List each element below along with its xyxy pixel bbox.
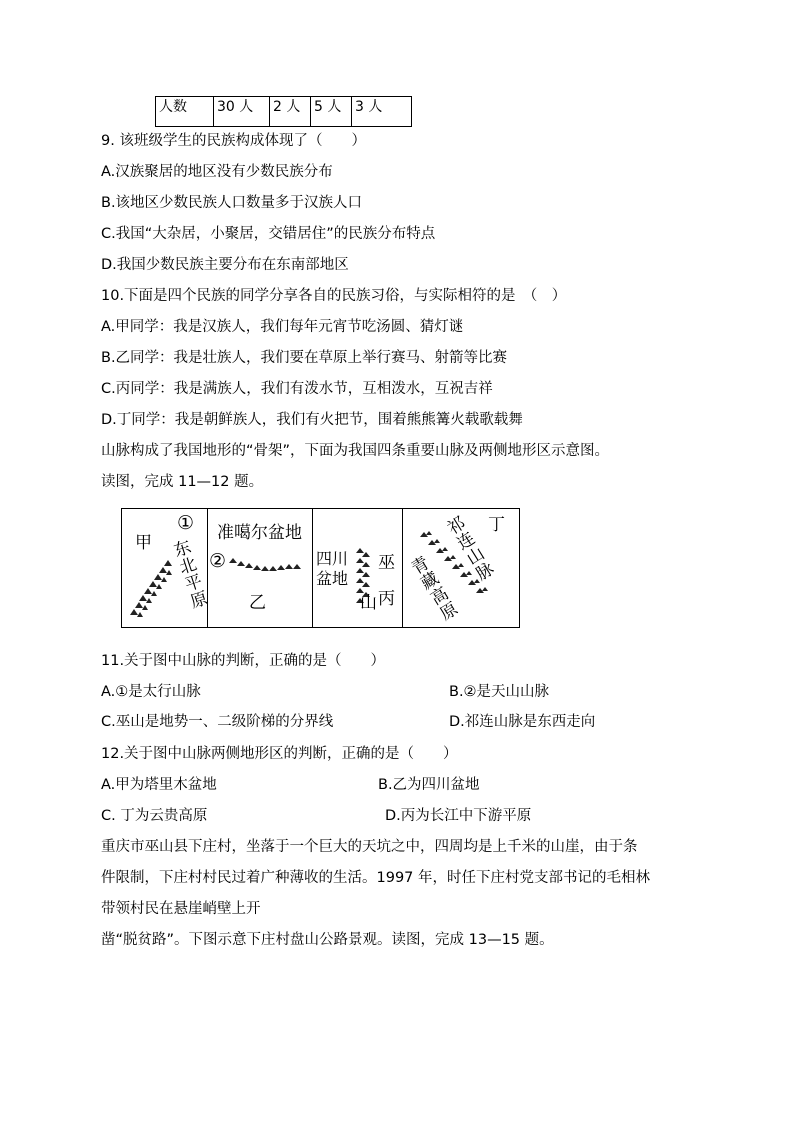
label-qilian-mountains: 祁连山脉 <box>444 513 498 585</box>
intro2-paragraph-line: 带领村民在悬崖峭壁上开 <box>101 901 261 917</box>
intro2-paragraph-line: 重庆市巫山县下庄村，坐落于一个巨大的天坑之中，四周均是上千米的山崖，由于条 <box>101 839 638 855</box>
population-table <box>155 96 412 127</box>
figure-panel-3 <box>312 509 403 627</box>
table-cell: 3 人 <box>352 97 412 127</box>
q10-option-b: B.乙同学：我是壮族人，我们要在草原上举行赛马、射箭等比赛 <box>101 350 508 366</box>
q10-option-c: C.丙同学：我是满族人，我们有泼水节，互相泼水，互祝吉祥 <box>101 381 493 397</box>
q12-option-c: C. 丁为云贵高原 <box>101 808 208 824</box>
intro-paragraph-line: 读图，完成 11—12 题。 <box>101 474 264 490</box>
label-northeast-plain: 东北平原 <box>171 537 211 613</box>
q11-option-d: D.祁连山脉是东西走向 <box>449 714 596 730</box>
intro2-paragraph-line: 凿“脱贫路”。下图示意下庄村盘山公路景观。读图，完成 13—15 题。 <box>101 932 554 948</box>
q9-option-d: D.我国少数民族主要分布在东南部地区 <box>101 257 349 273</box>
q10-option-d: D.丁同学：我是朝鲜族人，我们有火把节，围着熊熊篝火载歌载舞 <box>101 412 523 428</box>
figure-panel-2 <box>207 509 313 627</box>
q12-option-b: B.乙为四川盆地 <box>378 777 480 793</box>
q9-option-b: B.该地区少数民族人口数量多于汉族人口 <box>101 195 363 211</box>
q10-option-a: A.甲同学：我是汉族人，我们每年元宵节吃汤圆、猜灯谜 <box>101 319 464 335</box>
label-junggar-basin: 准噶尔盆地 <box>217 523 302 543</box>
table-cell: 2 人 <box>270 97 311 127</box>
q11-option-c: C.巫山是地势一、二级阶梯的分界线 <box>101 714 334 730</box>
q9-stem: 9. 该班级学生的民族构成体现了（ ） <box>101 133 366 149</box>
label-mountain-2: ② <box>209 550 227 572</box>
label-bing: 丙 <box>378 589 395 609</box>
label-yi: 乙 <box>249 593 266 613</box>
label-ding: 丁 <box>488 515 505 535</box>
intro-paragraph-line: 山脉构成了我国地形的“骨架”，下面为我国四条重要山脉及两侧地形区示意图。 <box>101 443 610 459</box>
q11-option-b: B.②是天山山脉 <box>449 684 550 700</box>
q9-option-c: C.我国“大杂居，小聚居，交错居住”的民族分布特点 <box>101 226 436 242</box>
intro2-paragraph-line: 件限制，下庄村村民过着广种薄收的生活。1997 年，时任下庄村党支部书记的毛相林 <box>101 870 651 886</box>
label-tibetan-plateau: 青藏高原 <box>408 553 462 625</box>
label-wu: 巫 <box>378 553 395 573</box>
table-cell: 5 人 <box>311 97 352 127</box>
label-jia: 甲 <box>135 533 152 553</box>
mountain-figure <box>121 508 520 628</box>
q10-stem: 10.下面是四个民族的同学分享各自的民族习俗，与实际相符的是 （ ） <box>101 288 567 304</box>
figure-panel-4 <box>402 509 519 627</box>
q11-option-a: A.①是太行山脉 <box>101 684 201 700</box>
figure-panel-1 <box>122 509 211 627</box>
q12-stem: 12.关于图中山脉两侧地形区的判断，正确的是（ ） <box>101 746 458 762</box>
label-shan: 山 <box>360 593 377 613</box>
q12-option-a: A.甲为塔里木盆地 <box>101 777 217 793</box>
label-basin: 盆地 <box>316 569 349 588</box>
label-sichuan: 四川 <box>316 549 349 568</box>
q9-option-a: A.汉族聚居的地区没有少数民族分布 <box>101 164 333 180</box>
q11-stem: 11.关于图中山脉的判断，正确的是（ ） <box>101 653 386 669</box>
table-cell: 人数 <box>156 97 214 127</box>
table-cell: 30 人 <box>214 97 270 127</box>
label-mountain-1: ① <box>177 512 195 534</box>
q12-option-d: D.丙为长江中下游平原 <box>385 808 532 824</box>
